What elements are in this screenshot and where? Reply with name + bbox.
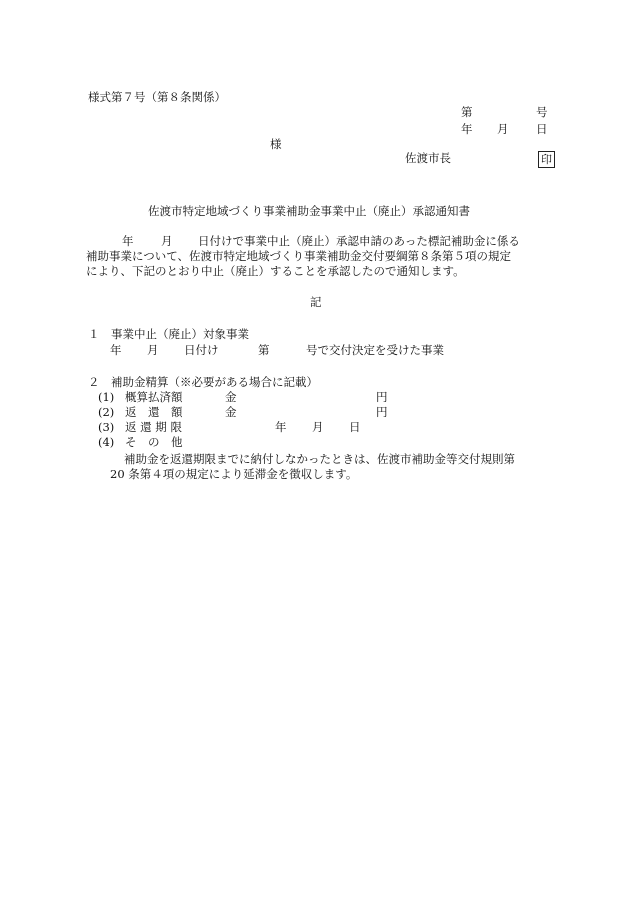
ki-marker: 記 <box>310 295 322 309</box>
number-prefix: 第 <box>461 105 473 119</box>
other-line1: 補助金を返還期限までに納付しなかったときは、佐渡市補助金等交付規則第 <box>124 452 515 466</box>
date-day: 日 <box>536 122 548 136</box>
body-line1-month: 月 <box>161 234 173 248</box>
item1-label: 概算払済額 <box>125 390 183 404</box>
section1-year: 年 <box>110 343 122 357</box>
item2-label: 返 還 額 <box>125 405 183 419</box>
section1-number-prefix: 第 <box>258 343 270 357</box>
item3-num: (3) <box>98 420 115 434</box>
item4-label: そ の 他 <box>125 435 183 449</box>
section1-heading: １ 事業中止（廃止）対象事業 <box>88 327 249 341</box>
item2-end: 円 <box>376 405 388 419</box>
body-line1-rest: 日付けで事業中止（廃止）承認申請のあった標記補助金に係る <box>198 234 520 248</box>
date-month: 月 <box>497 122 509 136</box>
item1-end: 円 <box>376 390 388 404</box>
section1-date-suffix: 日付け <box>184 343 219 357</box>
seal-mark: 印 <box>538 151 555 168</box>
section2-heading: ２ 補助金精算（※必要がある場合に記載） <box>88 375 318 389</box>
item3-month: 月 <box>312 420 324 434</box>
number-suffix: 号 <box>536 105 548 119</box>
body-line3: により、下記のとおり中止（廃止）することを承認したので通知します。 <box>86 264 465 278</box>
body-line2: 補助事業について、佐渡市特定地域づくり事業補助金交付要綱第８条第５項の規定 <box>86 249 512 263</box>
item3-label: 返 還 期 限 <box>125 420 182 434</box>
item4-num: (4) <box>98 435 115 449</box>
item1-num: (1) <box>98 390 115 404</box>
addressee-suffix: 様 <box>270 137 282 151</box>
issuer-name: 佐渡市長 <box>405 151 451 165</box>
date-year: 年 <box>461 122 473 136</box>
document-title: 佐渡市特定地域づくり事業補助金事業中止（廃止）承認通知書 <box>148 204 470 218</box>
item2-mid: 金 <box>225 405 237 419</box>
other-line2: 20 条第４項の規定により延滞金を徴収します。 <box>110 467 358 481</box>
section1-month: 月 <box>147 343 159 357</box>
item1-mid: 金 <box>225 390 237 404</box>
form-label: 様式第７号（第８条関係） <box>88 90 226 104</box>
body-line1-year: 年 <box>122 234 134 248</box>
section1-number-rest: 号で交付決定を受けた事業 <box>306 343 444 357</box>
item3-day: 日 <box>349 420 361 434</box>
item2-num: (2) <box>98 405 115 419</box>
item3-year: 年 <box>275 420 287 434</box>
